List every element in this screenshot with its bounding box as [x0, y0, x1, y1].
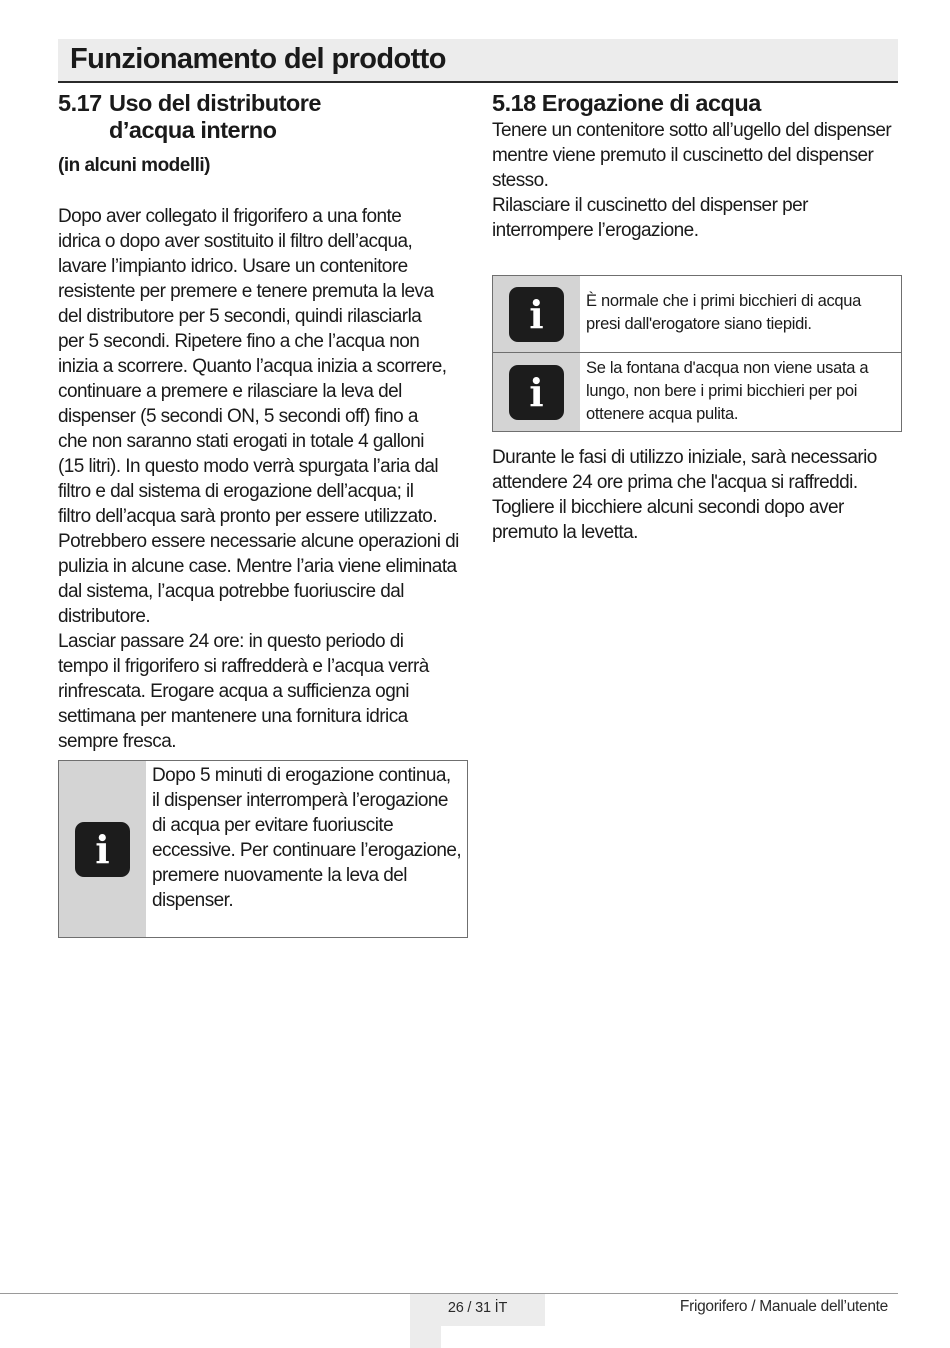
info-note	[58, 760, 468, 938]
section-title: Erogazione di acqua	[541, 90, 761, 116]
footer-page-tab	[410, 1326, 441, 1348]
section-subtitle: (in alcuni modelli)	[58, 155, 211, 176]
info-note	[492, 353, 902, 432]
info-note	[492, 275, 902, 353]
note-text: Dopo 5 minuti di erogazione continua, il dispenser interromperà l’erogazione di acqua per evitare fuoriuscite eccessive. Per continuare l’erogazione, premere nuovamente la leva del dispenser.	[152, 765, 462, 911]
section-body: Tenere un contenitore sotto all’ugello del dispenser mentre viene premuto il cuscinetto del dispenser stesso. Rilasciare il cuscinetto del dispenser per interrompere l’erogazione.	[492, 120, 892, 241]
info-icon: i	[509, 287, 564, 342]
note-icon-cell	[59, 761, 146, 937]
section-5-18	[492, 90, 904, 545]
section-5-17	[58, 90, 470, 938]
note-icon-cell	[493, 353, 580, 431]
section-heading	[58, 90, 470, 144]
section-title: Uso del distributore d’acqua interno	[109, 90, 321, 143]
section-heading	[492, 90, 904, 117]
page-header	[58, 39, 898, 83]
note-text: È normale che i primi bicchieri di acqua presi dall'erogatore siano tiepidi.	[586, 292, 862, 333]
manual-title: Frigorifero / Manuale dell’utente	[679, 1298, 888, 1315]
section-body: Dopo aver collegato il frigorifero a una fonte idrica o dopo aver sostituito il filtro dell’acqua, lavare l’impianto idrico. Usare un contenitore resistente per premere e tenere premuta la leva del distributore per 5 secondi, quindi rilasciarla per 5 secondi. Ripetere fino a che l’acqua non inizia a scorrere. Quanto l’acqua inizia a scorrere, continuare a premere e rilasciare la leva del dispenser (5 secondi ON, 5 secondi off) fino a che non saranno stati erogati in totale 4 galloni (15 litri). In questo modo verrà spurgata l’aria dal filtro e dal sistema di erogazione dell’acqua; il filtro dell’acqua sarà pronto per essere utilizzato. Potrebbero essere necessarie alcune operazioni di pulizia in alcune case. Mentre l’aria viene eliminata dal sistema, l’acqua potrebbe fuoriuscire dal distributore. Lasciar passare 24 ore: in questo periodo di tempo il frigorifero si raffredderà e l’acqua verrà rinfrescata. Erogare acqua a sufficienza ogni settimana per mantenere una fornitura idrica sempre fresca.	[58, 206, 459, 752]
note-text: Se la fontana d'acqua non viene usata a lungo, non bere i primi bicchieri per poi ottenere acqua pulita.	[586, 359, 869, 423]
page-number: 26 / 31 İT	[447, 1300, 508, 1316]
info-icon: i	[75, 822, 130, 877]
info-notes-table	[492, 275, 902, 432]
page-title: Funzionamento del prodotto	[70, 43, 446, 75]
note-icon-cell	[493, 276, 580, 352]
info-icon: i	[509, 365, 564, 420]
section-number: 5.18	[492, 90, 536, 116]
section-number: 5.17	[58, 90, 102, 116]
section-body-2: Durante le fasi di utilizzo iniziale, sarà necessario attendere 24 ore prima che l'acqua si raffreddi. Togliere il bicchiere alcuni secondi dopo aver premuto la levetta.	[492, 447, 877, 543]
